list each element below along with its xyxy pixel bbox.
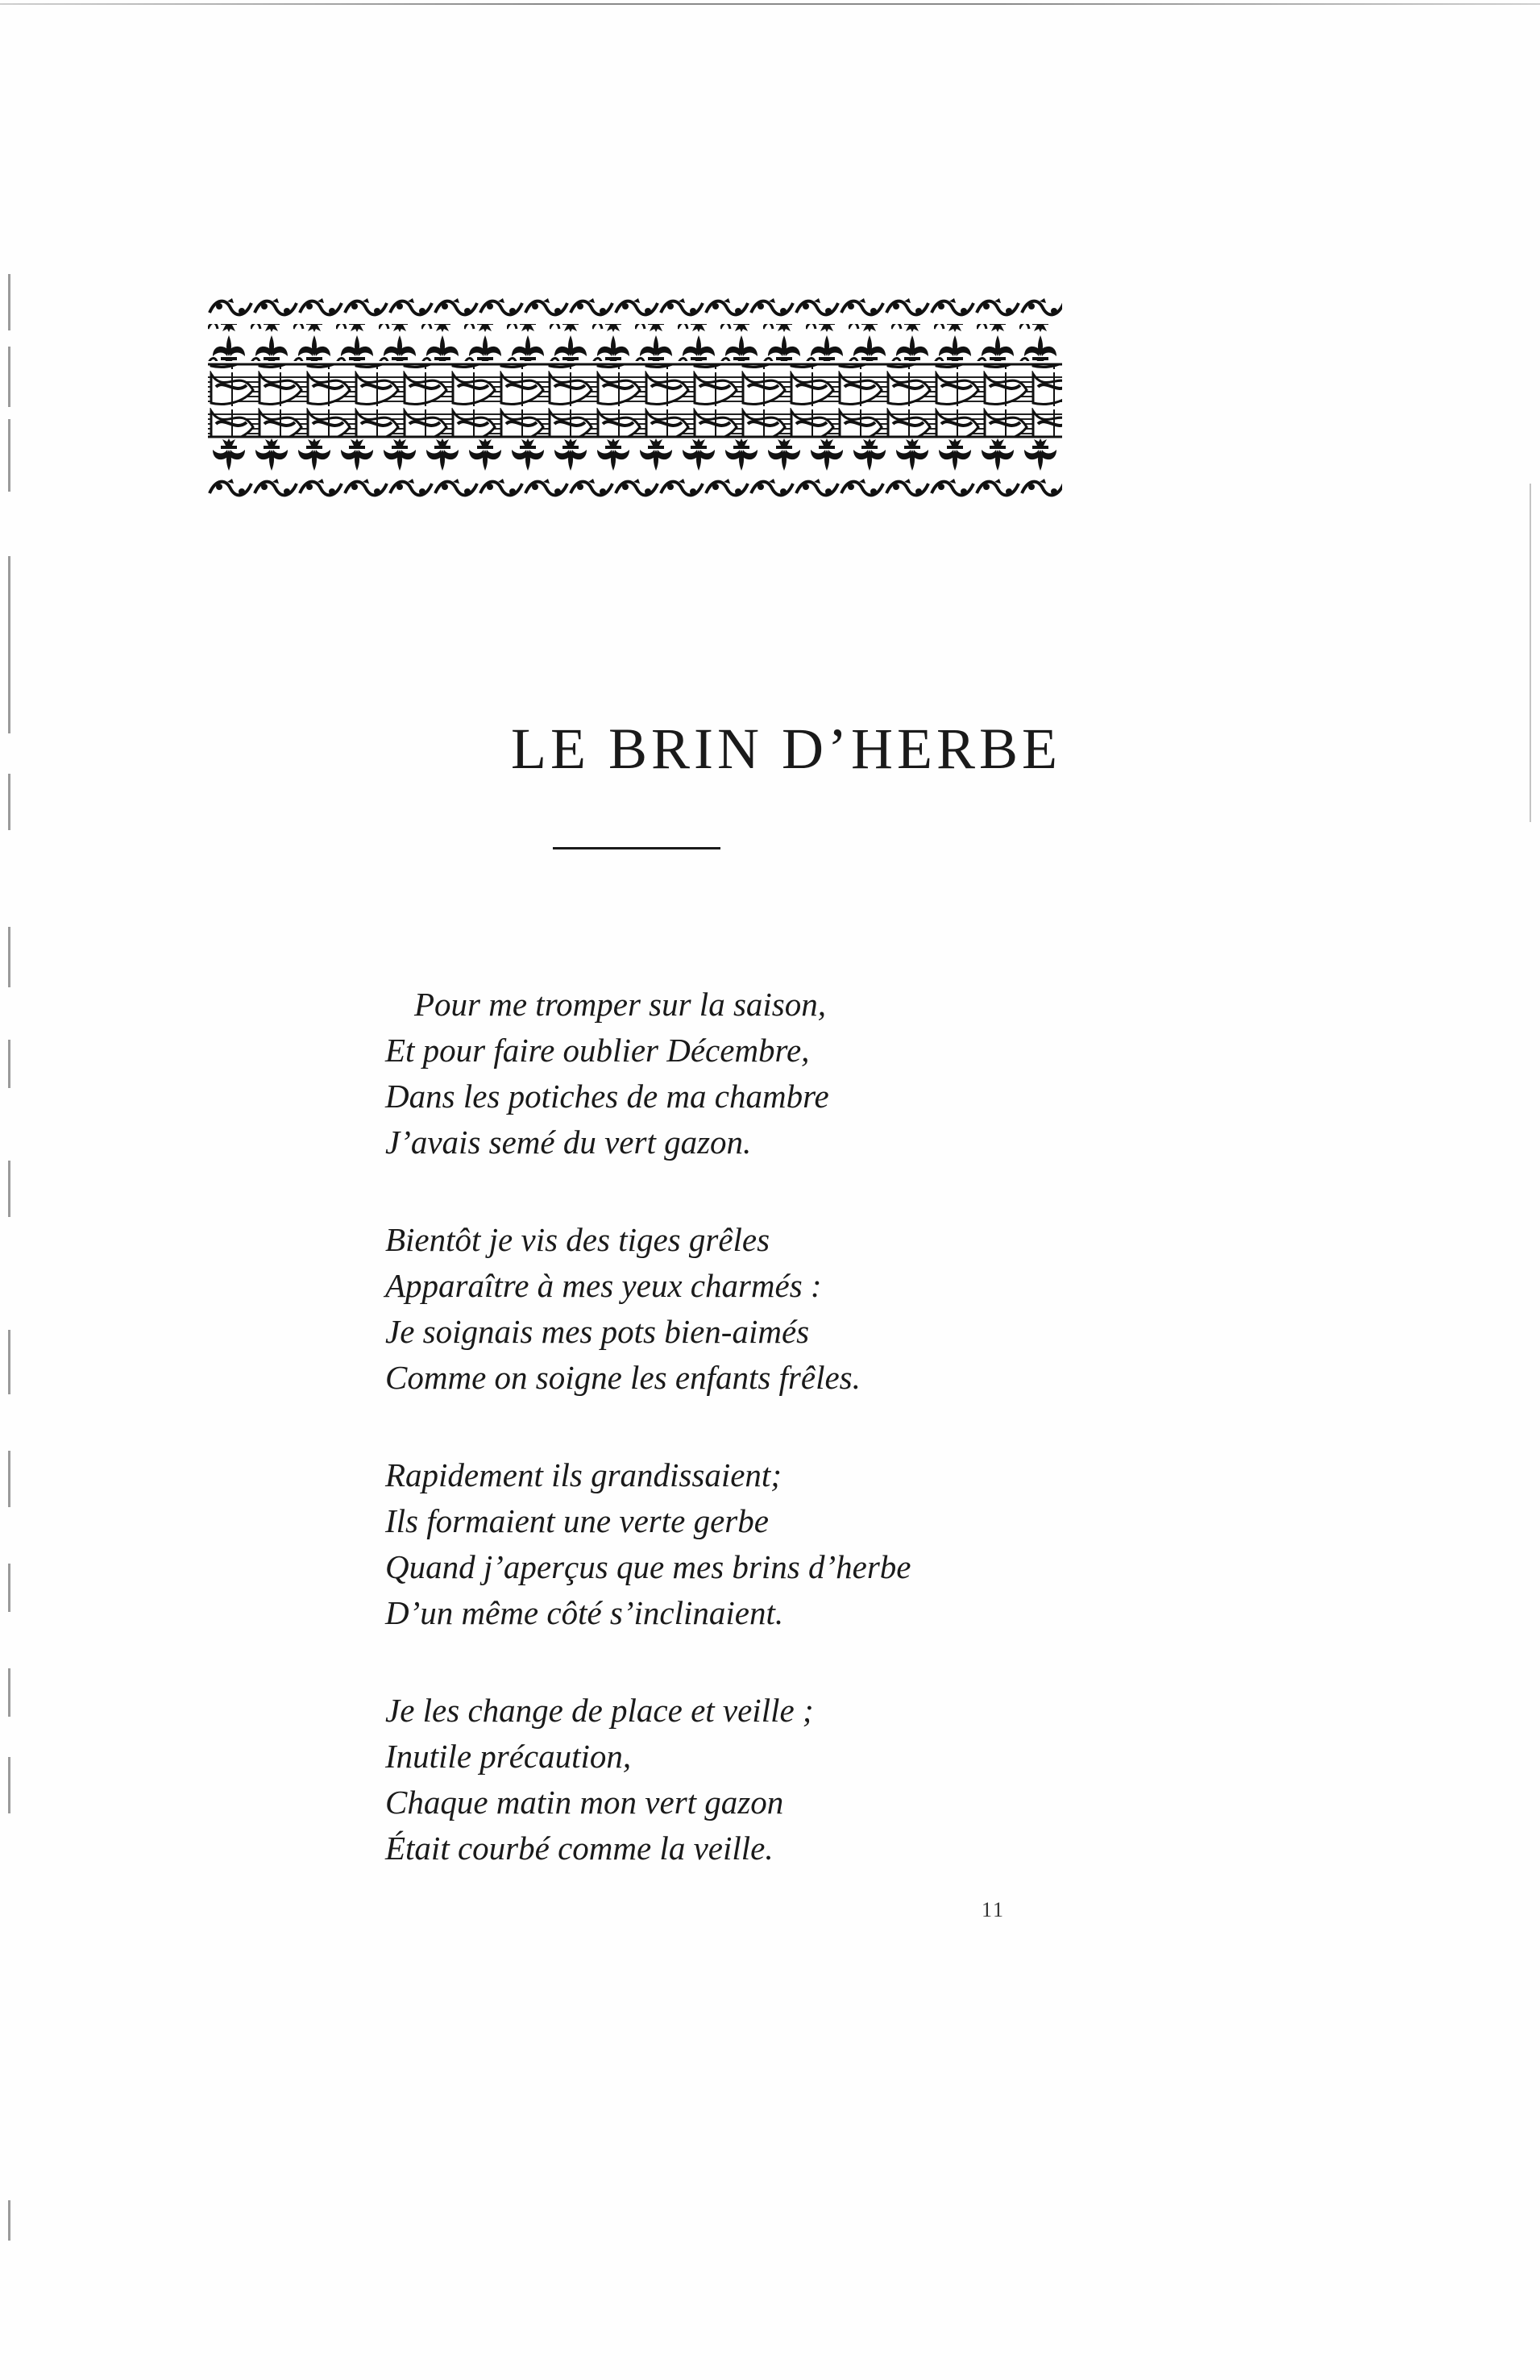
scan-margin-mark [8, 1564, 10, 1612]
verse-line: Apparaître à mes yeux charmés : [385, 1267, 822, 1304]
stanza [385, 1688, 1191, 1871]
verse-line: Je soignais mes pots bien-aimés [385, 1313, 810, 1350]
verse-line: Chaque matin mon vert gazon [385, 1784, 784, 1821]
scan-margin-mark [8, 419, 10, 492]
scan-margin-mark [8, 1451, 10, 1507]
verse-line: Était courbé comme la veille. [385, 1830, 774, 1867]
scan-margin-mark [8, 274, 10, 330]
verse-line: Je les change de place et veille ; [385, 1692, 814, 1729]
title-divider [553, 847, 720, 849]
verse-line: Ils formaient une verte gerbe [385, 1502, 769, 1539]
stanza [385, 1217, 1191, 1401]
scan-margin-mark [8, 1668, 10, 1717]
page-number: 11 [982, 1898, 1006, 1921]
stanza [385, 1452, 1191, 1636]
stanza [385, 982, 1191, 1165]
verse-line: Quand j’aperçus que mes brins d’herbe [385, 1548, 911, 1585]
scan-margin-mark [8, 556, 10, 733]
verse-line: Rapidement ils grandissaient; [385, 1456, 782, 1493]
scan-margin-mark [8, 347, 10, 407]
verse-line: Et pour faire oublier Décembre, [385, 1032, 810, 1069]
ornamental-header-band [208, 297, 1062, 502]
poem-title: LE BRIN D’HERBE [511, 716, 1061, 782]
scan-margin-mark [8, 1040, 10, 1088]
scan-margin-mark [8, 927, 10, 987]
verse-line: Inutile précaution, [385, 1738, 632, 1775]
verse-line: Dans les potiches de ma chambre [385, 1078, 829, 1115]
verse-line: Bientôt je vis des tiges grêles [385, 1221, 770, 1258]
scan-margin-mark [8, 1161, 10, 1217]
verse-line: Pour me tromper sur la saison, [414, 986, 826, 1023]
verse-line: J’avais semé du vert gazon. [385, 1124, 752, 1161]
scan-margin-mark [8, 1330, 10, 1394]
poem-body [385, 982, 1191, 1923]
scan-margin-mark [8, 2200, 10, 2241]
scan-top-edge [0, 3, 1540, 5]
verse-line: Comme on soigne les enfants frêles. [385, 1359, 861, 1396]
verse-line: D’un même côté s’inclinaient. [385, 1594, 784, 1631]
scan-margin-mark [8, 1757, 10, 1813]
